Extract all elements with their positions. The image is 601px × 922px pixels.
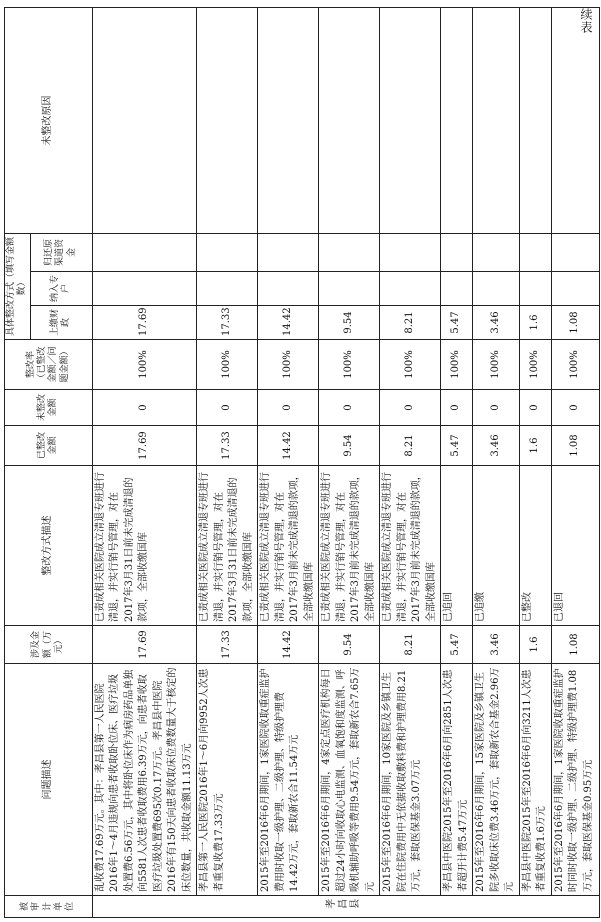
turned-over-cell: 1.08: [551, 306, 599, 340]
amount-cell: 17.69: [92, 626, 197, 664]
method-cell: 已退回: [551, 466, 599, 626]
rate-cell: 100%: [319, 340, 380, 390]
rectified-cell: 17.33: [197, 426, 258, 466]
turned-over-cell: 3.46: [473, 306, 520, 340]
rectified-cell: 17.69: [92, 426, 197, 466]
special-account-cell: [92, 272, 197, 306]
special-account-cell: [441, 272, 473, 306]
table-row: [92, 7, 197, 917]
issue-cell: 孝昌县第一人民医院2016年1～6月向9952人次患者重复收费17.33万元: [197, 664, 258, 896]
rate-cell: 100%: [197, 340, 258, 390]
turned-over-cell: 17.33: [197, 306, 258, 340]
unit-name: 孝昌县: [324, 900, 361, 912]
rectified-cell: 5.47: [441, 426, 473, 466]
table-row: [258, 7, 319, 917]
table-body: [92, 7, 599, 917]
issue-cell: 2015年至2016年6月期间，1家医院收取重症监护时同时收取一级护理、二级护理、特级护理费1.08万元，套取医保基金0.95万元: [551, 664, 599, 896]
header-rate: 整改率（已整改金额／问题金额）: [5, 340, 93, 390]
rate-cell: 100%: [258, 340, 319, 390]
table-header: [5, 7, 93, 917]
amount-cell: 9.54: [319, 626, 380, 664]
unrectified-cell: 0: [380, 390, 441, 426]
rotated-table-container: [4, 8, 592, 918]
unrectified-cell: 0: [551, 390, 599, 426]
return-channel-cell: [519, 233, 551, 271]
header-special-account: 纳入专户: [30, 272, 92, 306]
rate-cell: 100%: [519, 340, 551, 390]
reason-cell: [441, 7, 473, 233]
method-cell: 已追缴: [473, 466, 520, 626]
reason-cell: [380, 7, 441, 233]
header-rectified: 已整改金额: [5, 426, 93, 466]
table-row: [441, 7, 473, 917]
reason-cell: [551, 7, 599, 233]
header-method: 整改方式描述: [5, 466, 93, 626]
turned-over-cell: 5.47: [441, 306, 473, 340]
turned-over-cell: 9.54: [319, 306, 380, 340]
special-account-cell: [197, 272, 258, 306]
audit-rectification-table: [4, 7, 600, 918]
table-row: [380, 7, 441, 917]
table-row: [473, 7, 520, 917]
header-turned-over: 上缴财政: [30, 306, 92, 340]
rate-cell: 100%: [441, 340, 473, 390]
issue-cell: 孝昌县中医院2015年至2016年6月向3211人次患者重复收费1.6万元: [519, 664, 551, 896]
return-channel-cell: [197, 233, 258, 271]
unrectified-cell: 0: [473, 390, 520, 426]
method-cell: 已责成相关医院成立清退专班进行清退，并实行销号管理，对在2017年3月31日前未完成清退的款项，全部收缴国库: [92, 466, 197, 626]
table-row: [519, 7, 551, 917]
amount-cell: 1.6: [519, 626, 551, 664]
method-cell: 已责成相关医院成立清退专班进行清退，并实行销号管理，对在2017年3月前未完成清退的款项，全部收缴国库: [319, 466, 380, 626]
return-channel-cell: [92, 233, 197, 271]
turned-over-cell: 8.21: [380, 306, 441, 340]
rectified-cell: 1.6: [519, 426, 551, 466]
amount-cell: 8.21: [380, 626, 441, 664]
rectified-cell: 9.54: [319, 426, 380, 466]
turned-over-cell: 14.42: [258, 306, 319, 340]
reason-cell: [519, 7, 551, 233]
reason-cell: [319, 7, 380, 233]
reason-cell: [258, 7, 319, 233]
issue-cell: 2015年至2016年6月期间，10家医院及乡镇卫生院在住院费用中无依据收取敷料费和护理费用8.21万元，套取医保基金3.07万元: [380, 664, 441, 896]
special-account-cell: [519, 272, 551, 306]
header-specific: 具体整改方式（填写金额数）: [5, 233, 31, 339]
method-cell: 已责成相关医院成立清退专班进行清退，并实行销号管理，对在2017年3月前未完成清退的款项，全部收缴国库: [258, 466, 319, 626]
unrectified-cell: 0: [197, 390, 258, 426]
rectified-cell: 14.42: [258, 426, 319, 466]
amount-cell: 17.33: [197, 626, 258, 664]
rate-cell: 100%: [380, 340, 441, 390]
table-row: [551, 7, 599, 917]
reason-cell: [197, 7, 258, 233]
unrectified-cell: 0: [92, 390, 197, 426]
reason-cell: [92, 7, 197, 233]
return-channel-cell: [473, 233, 520, 271]
special-account-cell: [258, 272, 319, 306]
turned-over-cell: 1.6: [519, 306, 551, 340]
amount-cell: 5.47: [441, 626, 473, 664]
method-cell: 已责成相关医院成立清退专班进行清退，并实行销号管理，对在2017年3月31日前未完成清退的款项，全部收缴国库: [197, 466, 258, 626]
method-cell: 已追回: [441, 466, 473, 626]
amount-cell: 14.42: [258, 626, 319, 664]
amount-cell: 3.46: [473, 626, 520, 664]
special-account-cell: [319, 272, 380, 306]
table-row: [319, 7, 380, 917]
special-account-cell: [380, 272, 441, 306]
return-channel-cell: [258, 233, 319, 271]
rate-cell: 100%: [473, 340, 520, 390]
rectified-cell: 8.21: [380, 426, 441, 466]
issue-cell: 乱收费17.69万元。其中：孝昌县第一人民医院2016年1～4月违规向患者收取卧位床、医疗垃圾处置费6.56万元，其中将卧位床作为病房药品单独向5581人次患者收取费用6.39万元，向患者收取医疗垃圾处置费695次0.17万元。孝昌县中医院2016年有150天向患者收取床位费数量大于核定的床位数量，共收取金额11.13万元: [92, 664, 197, 896]
reason-cell: [473, 7, 520, 233]
header-amount: 涉及金额（万元）: [5, 626, 93, 664]
rate-cell: 100%: [92, 340, 197, 390]
rectified-cell: 3.46: [473, 426, 520, 466]
table-row: [197, 7, 258, 917]
unrectified-cell: 0: [519, 390, 551, 426]
issue-cell: 孝昌县中医院2015年至2016年6月向2851人次患者超开计费5.47万元: [441, 664, 473, 896]
header-issue: 问题描述: [5, 664, 93, 896]
unrectified-cell: 0: [319, 390, 380, 426]
header-reason: 未整改原因: [5, 7, 93, 233]
header-unrectified: 未整改金额: [5, 390, 93, 426]
rectified-cell: 1.08: [551, 426, 599, 466]
unit-name-cell: [92, 896, 599, 918]
return-channel-cell: [319, 233, 380, 271]
return-channel-cell: [551, 233, 599, 271]
unrectified-cell: 0: [441, 390, 473, 426]
issue-cell: 2015年至2016年6月期间，15家医院及乡镇卫生院多收取床位费3.46万元，套取新农合基金2.96万元: [473, 664, 520, 896]
unrectified-cell: 0: [258, 390, 319, 426]
special-account-cell: [551, 272, 599, 306]
special-account-cell: [473, 272, 520, 306]
return-channel-cell: [441, 233, 473, 271]
turned-over-cell: 17.69: [92, 306, 197, 340]
issue-cell: 2015年至2016年6月期间，4家定点医疗机构每日超过24小时向收取心电监测、血氧饱和度监测、呼吸机辅助呼吸等费用9.54万元，套取新农合7.65万元: [319, 664, 380, 896]
page-continued-label: 续表: [579, 8, 593, 34]
rate-cell: 100%: [551, 340, 599, 390]
amount-cell: 1.08: [551, 626, 599, 664]
method-cell: 已责成相关医院成立清退专班进行清退，并实行销号管理，对在2017年3月前未完成清退的款项，全部收缴国库: [380, 466, 441, 626]
return-channel-cell: [380, 233, 441, 271]
header-return-channel: 归还原渠道资金: [30, 233, 92, 271]
header-unit: 被审计单位: [5, 896, 93, 918]
issue-cell: 2015年至2016年6月期间，1家医院收取重症监护费用时收取一级护理、二级护理、特级护理费14.42万元，套取新农合11.54万元: [258, 664, 319, 896]
method-cell: 已整改: [519, 466, 551, 626]
